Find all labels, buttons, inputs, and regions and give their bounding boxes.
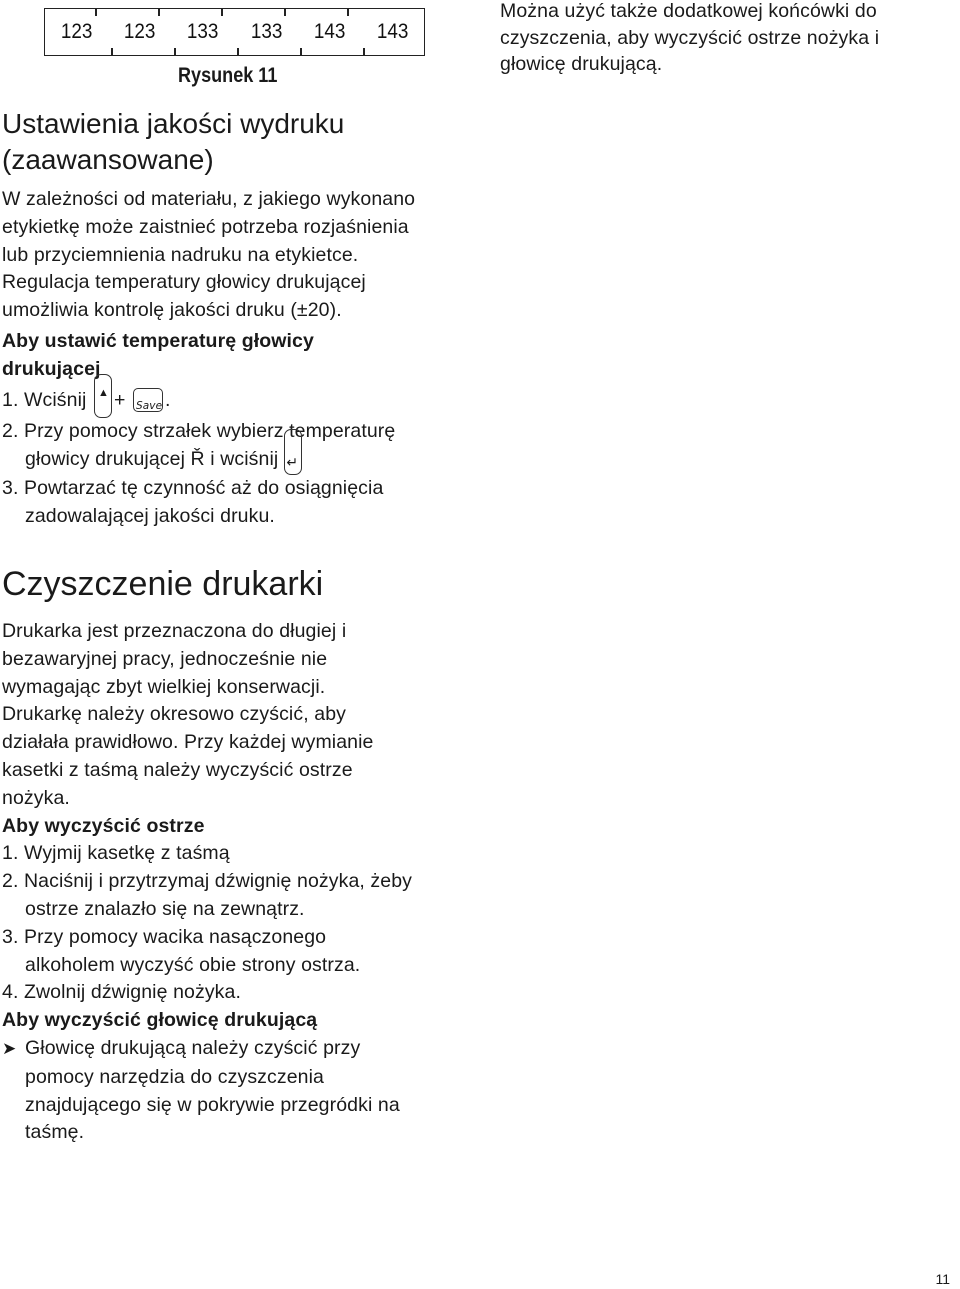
paragraph-line: Drukarka jest przeznaczona do długiej i — [2, 620, 347, 642]
paragraph-line: nożyka. — [2, 786, 70, 809]
section2-body — [2, 618, 412, 1147]
step-2-line-1: 2. Przy pomocy strzałek wybierz temperaturę — [2, 419, 396, 442]
strip-tick — [174, 48, 176, 56]
blade-step-1: 1. Wyjmij kasetkę z taśmą — [2, 842, 230, 865]
section-heading-print-quality — [2, 106, 344, 178]
paragraph-line: działała prawidłowo. Przy każdej wymianie — [2, 731, 374, 754]
blade-step-3: 3. Przy pomocy wacika nasączonego — [2, 925, 327, 948]
save-key-icon: Save — [133, 388, 163, 412]
paragraph-line: lub przyciemnienia nadruku na etykietce. — [2, 243, 359, 266]
blade-step-4: 4. Zwolnij dźwignię nożyka. — [2, 981, 241, 1004]
strip-tick — [111, 48, 113, 56]
paragraph-line: umożliwia kontrolę jakości druku (±20). — [2, 299, 342, 322]
paragraph-line: bezawaryjnej pracy, jednocześnie nie — [2, 647, 328, 670]
step-1-text: 1. Wciśnij — [2, 388, 87, 411]
bullet-arrow-icon: ➤ — [2, 1038, 17, 1059]
plus-sign: + — [113, 388, 126, 411]
strip-tick — [221, 8, 223, 16]
heading-line: (zaawansowane) — [2, 144, 214, 175]
paragraph-line: kasetki z taśmą należy wyczyścić ostrze — [2, 758, 353, 781]
strip-tick — [284, 8, 286, 16]
figure-caption: Rysunek 11 — [178, 64, 278, 87]
text-line: głowicę drukującą. — [500, 53, 663, 75]
strip-tick — [95, 8, 97, 16]
step-2-line-2: głowicy drukującej Ř i wciśnij ↵ — [2, 445, 415, 475]
strip-label: 143 — [313, 20, 346, 43]
paragraph-line: Drukarkę należy okresowo czyścić, aby — [2, 703, 346, 726]
subheading-blade: Aby wyczyścić ostrze — [2, 814, 205, 837]
strip-label: 123 — [60, 20, 93, 43]
blade-step-2-cont: ostrze znalazło się na zewnątrz. — [25, 897, 305, 920]
strip-label: 133 — [187, 20, 219, 43]
blade-step-3-cont: alkoholem wyczyść obie strony ostrza. — [25, 953, 361, 976]
strip-tick — [237, 48, 239, 56]
enter-key-icon: ↵ — [284, 429, 302, 475]
paragraph-line: etykietkę może zaistnieć potrzeba rozjaśnienia — [2, 215, 409, 238]
step-3-line-1: 3. Powtarzać tę czynność aż do osiągnięcia — [2, 477, 384, 500]
strip-label: 133 — [250, 20, 282, 43]
step-1-suffix: . — [165, 388, 171, 411]
subheading-printhead: Aby wyczyścić głowicę drukującą — [2, 1009, 318, 1032]
subheading-line: Aby ustawić temperaturę głowicy — [2, 329, 314, 352]
strip-tick — [300, 48, 302, 56]
step-1 — [2, 384, 415, 418]
bullet-cont: znajdującego się w pokrywie przegródki na — [25, 1093, 400, 1116]
figure-strip — [44, 8, 425, 56]
subheading-line: drukującej — [2, 357, 101, 380]
paragraph-line: wymagając zbyt wielkiej konserwacji. — [2, 675, 326, 698]
bullet-cont: pomocy narzędzia do czyszczenia — [25, 1065, 324, 1088]
paragraph-line: W zależności od materiału, z jakiego wykonano — [2, 188, 416, 210]
text-line: czyszczenia, aby wyczyścić ostrze nożyka i — [500, 26, 880, 49]
paragraph-line: Regulacja temperatury głowicy drukującej — [2, 271, 366, 294]
strip-tick — [363, 48, 365, 56]
text-line: Można użyć także dodatkowej końcówki do — [500, 0, 877, 22]
strip-label: 123 — [123, 20, 156, 43]
section-heading-cleaning: Czyszczenie drukarki — [2, 565, 324, 603]
step-3-line-2: zadowalającej jakości druku. — [25, 505, 275, 528]
heading-line: Ustawienia jakości wydruku — [2, 108, 345, 139]
right-column-text — [500, 0, 879, 78]
strip-label: 143 — [376, 20, 409, 43]
strip-tick — [347, 8, 349, 16]
section1-body — [2, 186, 415, 531]
blade-step-2: 2. Naciśnij i przytrzymaj dźwignię nożyka, żeby — [2, 870, 413, 893]
bullet-cont: taśmę. — [25, 1121, 85, 1144]
shift-arrow-icon: ▲ — [94, 374, 112, 418]
page-number: 11 — [935, 1271, 950, 1287]
strip-tick — [158, 8, 160, 16]
bullet-item: ➤ Głowicę drukującą należy czyścić przy — [2, 1035, 412, 1064]
